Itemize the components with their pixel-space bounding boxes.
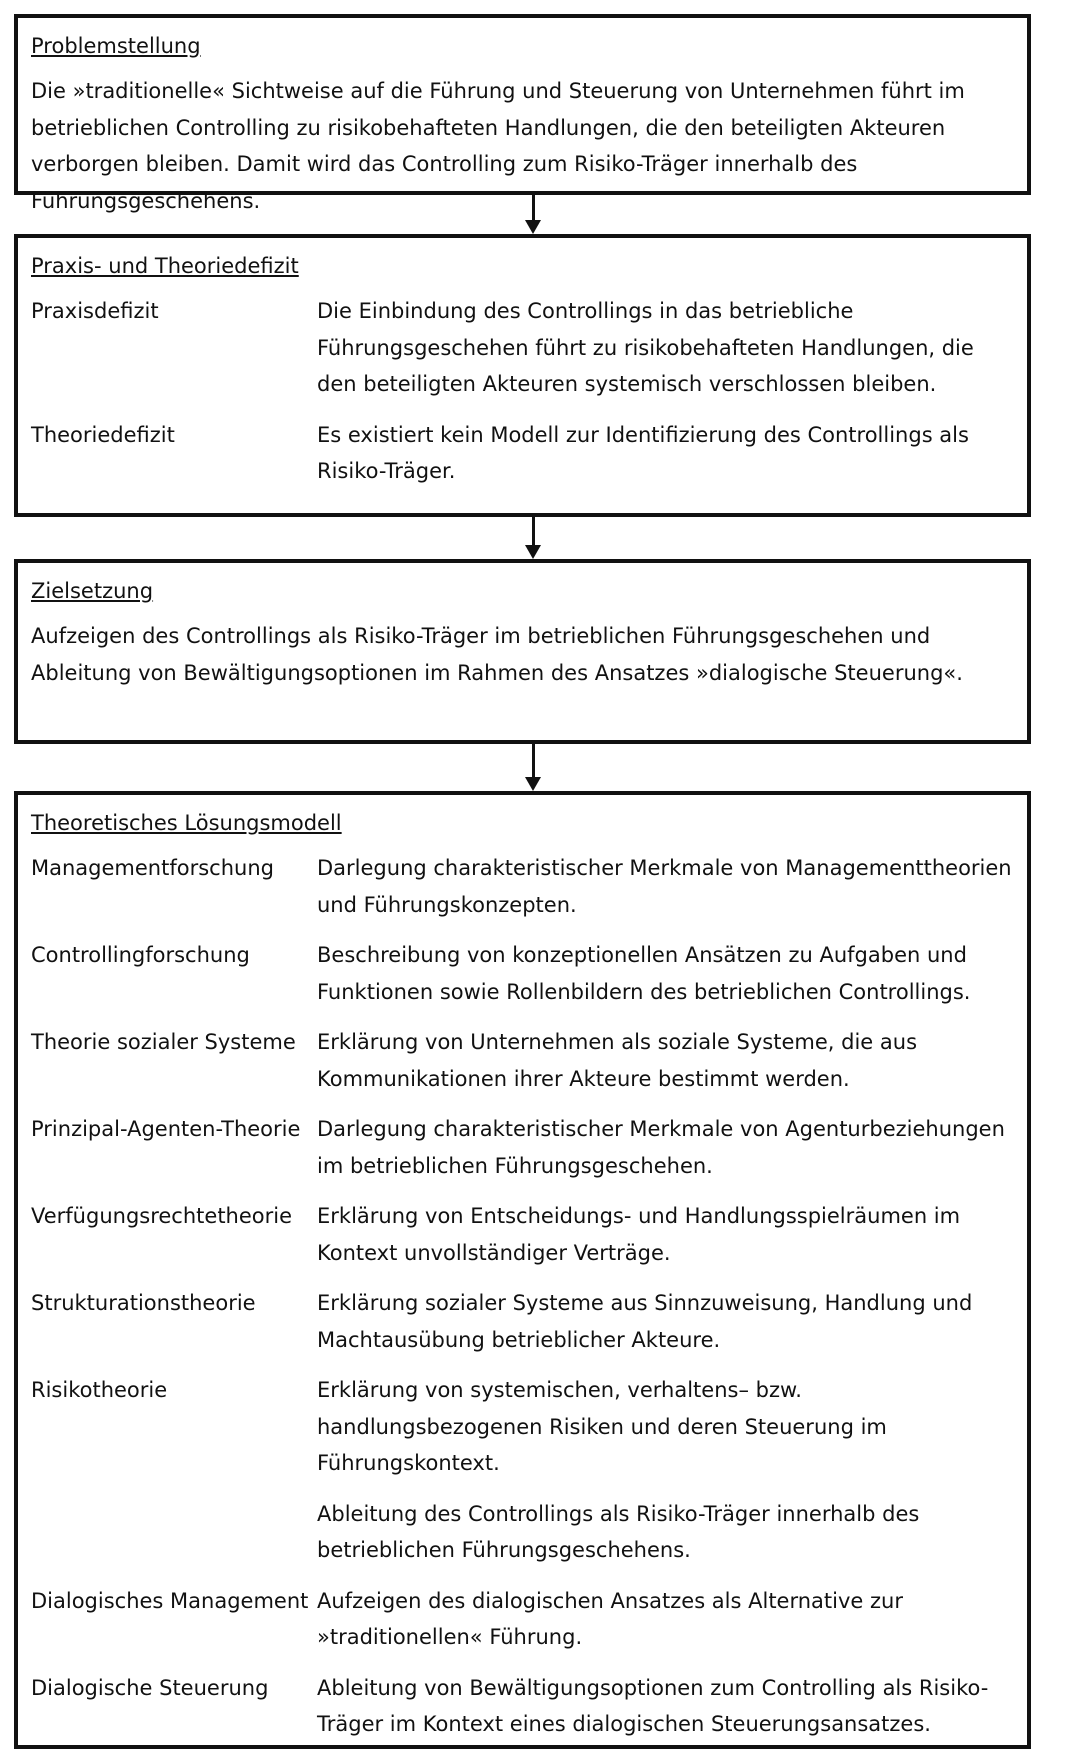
- model-row: [31, 1583, 1013, 1656]
- model-row: [31, 937, 1013, 1010]
- goal-text: Aufzeigen des Controllings als Risiko-Träger im betrieblichen Führungsgeschehen und Ableitung von Bewältigungsoptionen im Rahmen des Ansatzes »dialogische Steuerung«.: [31, 624, 963, 685]
- model-text: Erklärung von Unternehmen als soziale Systeme, die aus Kommunikationen ihrer Akteure bestimmt werden.: [317, 1030, 918, 1091]
- model-row: [31, 1024, 1013, 1097]
- arrow-down-icon: [523, 744, 543, 791]
- deficit-label: Praxisdefizit: [31, 299, 159, 323]
- model-label: Dialogische Steuerung: [31, 1675, 269, 1700]
- model-text: Aufzeigen des dialogischen Ansatzes als Alternative zur »traditionellen« Führung.: [317, 1588, 903, 1649]
- model-text: Erklärung sozialer Systeme aus Sinnzuweisung, Handlung und Machtausübung betrieblicher Akteure.: [317, 1291, 973, 1352]
- goal-title: Zielsetzung: [31, 579, 154, 603]
- model-label: Risikotheorie: [31, 1378, 168, 1402]
- model-text: Erklärung von Entscheidungs- und Handlungsspielräumen im Kontext unvollständiger Verträge.: [317, 1204, 961, 1265]
- model-text: Darlegung charakteristischer Merkmale von Managementtheorien und Führungskonzepten.: [317, 856, 1012, 917]
- model-row: [31, 1111, 1013, 1184]
- problem-title: Problemstellung: [31, 34, 201, 58]
- deficit-box: [14, 234, 1031, 517]
- model-label: Theorie sozialer Systeme: [31, 1030, 296, 1054]
- model-text: Ableitung von Bewältigungsoptionen zum Controlling als Risiko-Träger im Kontext eines dialogischen Steuerungsansatzes.: [317, 1675, 989, 1736]
- deficit-row-theorie: [31, 417, 1013, 490]
- model-label: Controllingforschung: [31, 943, 250, 967]
- model-text: Darlegung charakteristischer Merkmale von Agenturbeziehungen im betrieblichen Führungsgeschehen.: [317, 1117, 1005, 1178]
- model-text: Beschreibung von konzeptionellen Ansätzen zu Aufgaben und Funktionen sowie Rollenbildern des betrieblichen Controllings.: [317, 943, 971, 1004]
- model-box: [14, 791, 1031, 1749]
- model-label: Prinzipal-Agenten-Theorie: [31, 1117, 301, 1141]
- deficit-title: Praxis- und Theoriedefizit: [31, 254, 299, 278]
- goal-box: [14, 559, 1031, 744]
- model-label: Strukturationstheorie: [31, 1291, 256, 1315]
- deficit-text: Es existiert kein Modell zur Identifizierung des Controllings als Risiko-Träger.: [317, 422, 969, 483]
- model-label: Verfügungsrechtetheorie: [31, 1204, 293, 1228]
- model-label: Dialogisches Management: [31, 1588, 309, 1613]
- deficit-row-praxis: [31, 293, 1013, 403]
- arrow-down-icon: [523, 517, 543, 559]
- deficit-text: Die Einbindung des Controllings in das betriebliche Führungsgeschehen führt zu risikobehafteten Handlungen, die den beteiligten Akteuren systemisch verschlossen bleiben.: [317, 299, 974, 396]
- model-row: [31, 1372, 1013, 1569]
- arrow-down-icon: [523, 195, 543, 234]
- problem-text: Die »traditionelle« Sichtweise auf die Führung und Steuerung von Unternehmen führt im betrieblichen Controlling zu risikobehafteten Handlungen, die den beteiligten Akteuren verborgen bleiben. Damit wird das Controlling zum Risiko-Träger innerhalb des Führungsgeschehens.: [31, 79, 965, 213]
- model-row: [31, 850, 1013, 923]
- model-row: [31, 1670, 1013, 1743]
- model-row: [31, 1198, 1013, 1271]
- model-row: [31, 1285, 1013, 1358]
- model-label: Managementforschung: [31, 856, 274, 880]
- model-title: Theoretisches Lösungsmodell: [31, 811, 342, 835]
- deficit-label: Theoriedefizit: [31, 422, 175, 447]
- problem-box: [14, 14, 1031, 213]
- model-text: Erklärung von systemischen, verhaltens– bzw. handlungsbezogenen Risiken und deren Steuerung im Führungskontext.: [317, 1378, 887, 1475]
- model-text: Ableitung des Controllings als Risiko-Träger innerhalb des betrieblichen Führungsgeschehens.: [317, 1501, 920, 1562]
